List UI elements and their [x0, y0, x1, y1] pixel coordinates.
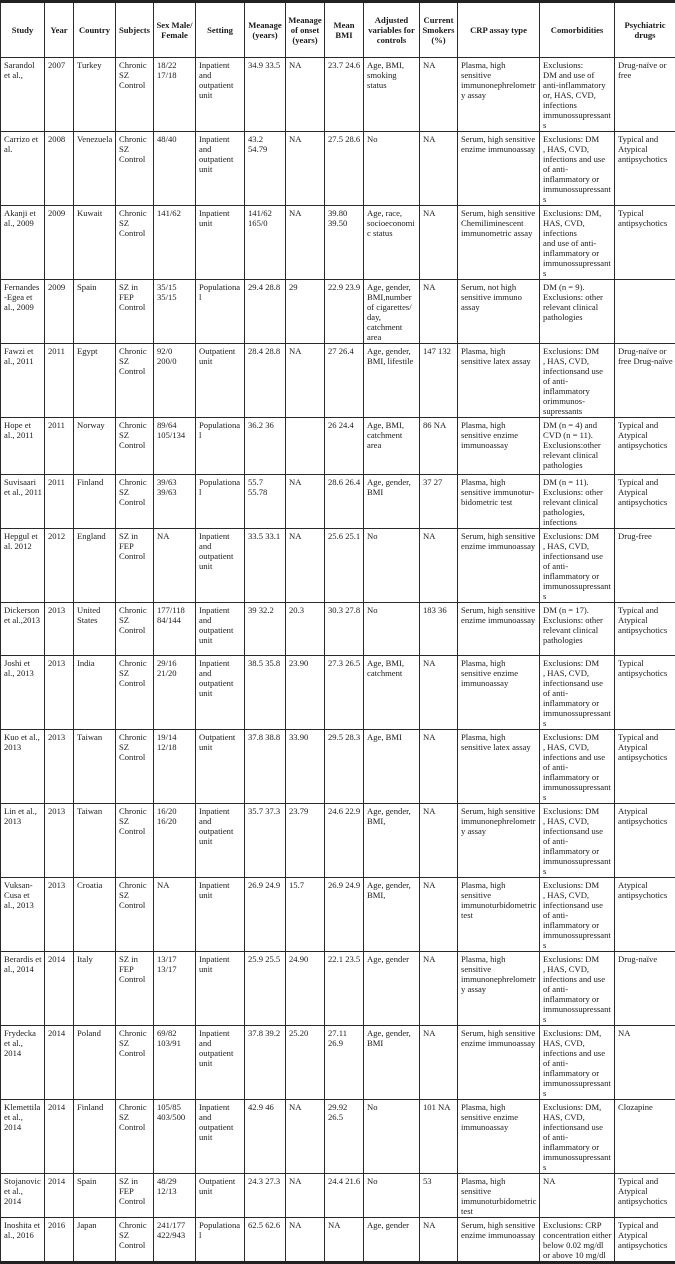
cell-mean-age-onset: 24.90 [286, 952, 325, 1026]
cell-study: Hope et al., 2011 [1, 418, 45, 475]
cell-setting: Populational [196, 475, 245, 529]
table-row [1, 804, 675, 878]
cell-crp-assay-type: Plasma, high sensitive enzime immunoassay [458, 656, 540, 730]
cell-subjects: Chronic SZ Control [116, 58, 154, 132]
cell-subjects: Chronic SZ Control [116, 418, 154, 475]
table-row [1, 58, 675, 132]
cell-crp-assay-type: Serum, high sensitive immunonephrelometry assay [458, 804, 540, 878]
cell-adjusted-variables: Age, gender, BMI, lifestile [364, 344, 420, 418]
cell-psychiatric-drugs: Typical and Atypical antipsychotics [615, 1218, 675, 1263]
cell-comorbidities: DM (n = 4) and CVD (n = 11). Exclusions:other relevant clinical pathologies [540, 418, 615, 475]
cell-comorbidities: Exclusions: DM , HAS, CVD, infectionsand use of anti-inflammatory or immunossupressants [540, 529, 615, 603]
table-row [1, 280, 675, 344]
cell-country: Spain [74, 1174, 116, 1218]
cell-comorbidities: Exclusions: DM , HAS, CVD, infectionsand use of anti-inflammatory or immunossupressants [540, 656, 615, 730]
table-row [1, 878, 675, 952]
cell-adjusted-variables: Age, gender, BMI, [364, 878, 420, 952]
cell-psychiatric-drugs: Drug-naïve or free Drug-naïve [615, 344, 675, 418]
header-row [1, 2, 675, 58]
cell-year: 2014 [45, 1174, 74, 1218]
cell-mean-age: 38.5 35.8 [245, 656, 286, 730]
cell-mean-age-onset: NA [286, 132, 325, 206]
cell-setting: Inpatient and outpatient unit [196, 603, 245, 656]
cell-mean-age: 39 32.2 [245, 603, 286, 656]
table-row [1, 418, 675, 475]
cell-adjusted-variables: No [364, 1100, 420, 1174]
cell-current-smokers: NA [420, 730, 458, 804]
cell-study: Dickerson et al.,2013 [1, 603, 45, 656]
cell-mean-age: 37.8 38.8 [245, 730, 286, 804]
cell-setting: Inpatient and outpatient unit [196, 656, 245, 730]
cell-study: Sarandol et al., [1, 58, 45, 132]
column-header-mean-age: Meanage (years) [245, 2, 286, 58]
cell-setting: Outpatient unit [196, 344, 245, 418]
cell-mean-bmi: 23.7 24.6 [325, 58, 364, 132]
column-header-subjects: Subjects [116, 2, 154, 58]
cell-mean-age: 28.4 28.8 [245, 344, 286, 418]
cell-comorbidities: DM (n = 17). Exclusions: other relevant clinical pathologies [540, 603, 615, 656]
cell-mean-age-onset [286, 418, 325, 475]
cell-setting: Inpatient unit [196, 878, 245, 952]
cell-country: Egypt [74, 344, 116, 418]
cell-crp-assay-type: Plasma, high sensitive immunoturbidometric test [458, 1174, 540, 1218]
cell-country: India [74, 656, 116, 730]
table-row [1, 529, 675, 603]
cell-psychiatric-drugs: Typical and Atypical antipsychotics [615, 418, 675, 475]
cell-sex: 92/0 200/0 [154, 344, 196, 418]
cell-psychiatric-drugs: Drug-naïve or free [615, 58, 675, 132]
table-row [1, 1218, 675, 1263]
cell-adjusted-variables: Age, BMI, catchment area [364, 418, 420, 475]
cell-mean-bmi: NA [325, 1218, 364, 1263]
cell-subjects: Chronic SZ Control [116, 206, 154, 280]
column-header-country: Country [74, 2, 116, 58]
cell-current-smokers: NA [420, 804, 458, 878]
cell-year: 2011 [45, 418, 74, 475]
cell-psychiatric-drugs: Typical and Atypical antipsychotics [615, 475, 675, 529]
cell-country: Venezuela [74, 132, 116, 206]
cell-current-smokers: NA [420, 529, 458, 603]
cell-study: Kuo et al., 2013 [1, 730, 45, 804]
cell-comorbidities: Exclusions: DM, HAS, CVD, infectionsand use of anti-inflammatory or immunossupressants [540, 1100, 615, 1174]
cell-year: 2016 [45, 1218, 74, 1263]
cell-psychiatric-drugs: Typical and Atypical antipsychotics [615, 603, 675, 656]
cell-comorbidities: NA [540, 1174, 615, 1218]
cell-mean-bmi: 29.92 26.5 [325, 1100, 364, 1174]
cell-crp-assay-type: Plasma, high sensitive latex assay [458, 730, 540, 804]
cell-country: Taiwan [74, 730, 116, 804]
column-header-mean-age-onset: Meanage of onset (years) [286, 2, 325, 58]
cell-adjusted-variables: No [364, 529, 420, 603]
cell-setting: Outpatient unit [196, 1174, 245, 1218]
cell-psychiatric-drugs: Typical and Atypical antipsychotics [615, 132, 675, 206]
cell-crp-assay-type: Plasma, high sensitive immunonephrelometry assay [458, 952, 540, 1026]
cell-mean-bmi: 27 26.4 [325, 344, 364, 418]
cell-country: Spain [74, 280, 116, 344]
cell-mean-age: 35.7 37.3 [245, 804, 286, 878]
column-header-year: Year [45, 2, 74, 58]
cell-mean-age-onset: 25.20 [286, 1026, 325, 1100]
cell-setting: Populational [196, 418, 245, 475]
cell-crp-assay-type: Serum, high sensitive enzime immunoassay [458, 529, 540, 603]
cell-setting: Inpatient and outpatient unit [196, 58, 245, 132]
cell-mean-age-onset: NA [286, 344, 325, 418]
cell-study: Akanji et al., 2009 [1, 206, 45, 280]
cell-sex: 48/40 [154, 132, 196, 206]
cell-study: Lin et al., 2013 [1, 804, 45, 878]
cell-subjects: SZ in FEP Control [116, 529, 154, 603]
cell-mean-bmi: 27.5 28.6 [325, 132, 364, 206]
cell-subjects: Chronic SZ Control [116, 1100, 154, 1174]
cell-current-smokers: NA [420, 132, 458, 206]
cell-psychiatric-drugs [615, 280, 675, 344]
cell-current-smokers: NA [420, 952, 458, 1026]
cell-study: Fawzi et al., 2011 [1, 344, 45, 418]
cell-adjusted-variables: Age, gender, BMI, [364, 804, 420, 878]
cell-crp-assay-type: Serum, high sensitive enzime immunoassay [458, 1218, 540, 1263]
cell-adjusted-variables: No [364, 603, 420, 656]
table-row [1, 1100, 675, 1174]
cell-year: 2014 [45, 1026, 74, 1100]
cell-psychiatric-drugs: Atypical antipsychotics [615, 804, 675, 878]
cell-comorbidities: Exclusions: DM and use of anti-inflammatory or, HAS, CVD, infections immunossupressants [540, 58, 615, 132]
cell-study: Suvisaari et al., 2011 [1, 475, 45, 529]
cell-mean-bmi: 24.4 21.6 [325, 1174, 364, 1218]
table-row [1, 475, 675, 529]
cell-year: 2013 [45, 603, 74, 656]
cell-current-smokers: 86 NA [420, 418, 458, 475]
cell-country: Norway [74, 418, 116, 475]
cell-adjusted-variables: Age, race, socioeconomic status [364, 206, 420, 280]
cell-mean-age: 26.9 24.9 [245, 878, 286, 952]
cell-country: Finland [74, 1100, 116, 1174]
cell-study: Fernandes-Egea et al., 2009 [1, 280, 45, 344]
cell-current-smokers: NA [420, 206, 458, 280]
cell-year: 2013 [45, 656, 74, 730]
cell-country: Poland [74, 1026, 116, 1100]
column-header-crp-assay-type: CRP assay type [458, 2, 540, 58]
cell-year: 2014 [45, 952, 74, 1026]
cell-mean-bmi: 29.5 28.3 [325, 730, 364, 804]
cell-year: 2009 [45, 280, 74, 344]
cell-crp-assay-type: Serum, high sensitive enzime immunoassay [458, 603, 540, 656]
cell-current-smokers: 183 36 [420, 603, 458, 656]
cell-mean-age: 55.7 55.78 [245, 475, 286, 529]
cell-comorbidities: Exclusions: DM , HAS, CVD, infectionsand use of anti-inflammatory orimmunos-supressants [540, 344, 615, 418]
column-header-adjusted-variables: Adjusted variables for controls [364, 2, 420, 58]
cell-psychiatric-drugs: Typical antipsychotics [615, 656, 675, 730]
cell-adjusted-variables: Age, BMI [364, 730, 420, 804]
cell-setting: Populational [196, 1218, 245, 1263]
cell-psychiatric-drugs: Drug-naïve [615, 952, 675, 1026]
cell-year: 2014 [45, 1100, 74, 1174]
cell-crp-assay-type: Plasma, high sensitive immunotur-bidometric test [458, 475, 540, 529]
cell-mean-age-onset: NA [286, 1100, 325, 1174]
cell-mean-bmi: 30.3 27.8 [325, 603, 364, 656]
cell-crp-assay-type: Plasma, high sensitive enzime immunoassay [458, 418, 540, 475]
cell-setting: Inpatient and outpatient unit [196, 529, 245, 603]
cell-subjects: Chronic SZ Control [116, 804, 154, 878]
column-header-study: Study [1, 2, 45, 58]
cell-mean-age-onset: NA [286, 206, 325, 280]
cell-mean-age: 34.9 33.5 [245, 58, 286, 132]
cell-adjusted-variables: Age, gender, BMI,number of cigarettes/ day, catchment area [364, 280, 420, 344]
cell-current-smokers: 53 [420, 1174, 458, 1218]
column-header-sex: Sex Male/ Female [154, 2, 196, 58]
cell-comorbidities: Exclusions: DM , HAS, CVD, infections and use of anti-inflammatory or immunossupressants [540, 952, 615, 1026]
cell-sex: 39/63 39/63 [154, 475, 196, 529]
cell-mean-bmi: 25.6 25.1 [325, 529, 364, 603]
cell-crp-assay-type: Serum, high sensitive enzime immunoassay [458, 1026, 540, 1100]
cell-subjects: Chronic SZ Control [116, 603, 154, 656]
cell-crp-assay-type: Plasma, high sensitive immunoturbidometric test [458, 878, 540, 952]
cell-current-smokers: NA [420, 656, 458, 730]
cell-comorbidities: DM (n = 11). Exclusions: other relevant clinical pathologies, infections [540, 475, 615, 529]
cell-psychiatric-drugs: Typical antipsychotics [615, 206, 675, 280]
cell-psychiatric-drugs: Typical and Atypical antipsychotics [615, 730, 675, 804]
cell-study: Klemettila et al., 2014 [1, 1100, 45, 1174]
table-row [1, 132, 675, 206]
cell-sex: 19/14 12/18 [154, 730, 196, 804]
cell-comorbidities: Exclusions: DM , HAS, CVD, infectionsand use of anti-inflammatory or immunossupressants [540, 804, 615, 878]
cell-mean-age-onset: NA [286, 1218, 325, 1263]
cell-comorbidities: Exclusions: DM, HAS, CVD, infections and use of anti-inflammatory or immunossupressants [540, 206, 615, 280]
cell-psychiatric-drugs: Typical and Atypical antipsychotics [615, 1174, 675, 1218]
cell-year: 2009 [45, 206, 74, 280]
cell-adjusted-variables: No [364, 132, 420, 206]
cell-sex: 89/64 105/134 [154, 418, 196, 475]
cell-country: Finland [74, 475, 116, 529]
cell-study: Inoshita et al., 2016 [1, 1218, 45, 1263]
cell-current-smokers: 147 132 [420, 344, 458, 418]
cell-sex: 141/62 [154, 206, 196, 280]
cell-current-smokers: NA [420, 878, 458, 952]
cell-sex: 16/20 16/20 [154, 804, 196, 878]
cell-crp-assay-type: Serum, not high sensitive immuno assay [458, 280, 540, 344]
table-row [1, 730, 675, 804]
cell-current-smokers: NA [420, 1026, 458, 1100]
cell-study: Vuksan-Cusa et al., 2013 [1, 878, 45, 952]
cell-country: United States [74, 603, 116, 656]
cell-sex: 18/22 17/18 [154, 58, 196, 132]
cell-psychiatric-drugs: Atypical antipsychotics [615, 878, 675, 952]
cell-subjects: SZ in FEP Control [116, 952, 154, 1026]
cell-current-smokers: 37 27 [420, 475, 458, 529]
column-header-current-smokers: Current Smokers (%) [420, 2, 458, 58]
cell-mean-age-onset: NA [286, 475, 325, 529]
cell-subjects: Chronic SZ Control [116, 475, 154, 529]
cell-adjusted-variables: Age, gender [364, 952, 420, 1026]
cell-sex: 13/17 13/17 [154, 952, 196, 1026]
cell-subjects: Chronic SZ Control [116, 344, 154, 418]
cell-mean-age-onset: 29 [286, 280, 325, 344]
cell-sex: 241/177 422/943 [154, 1218, 196, 1263]
table-row [1, 344, 675, 418]
cell-current-smokers: 101 NA [420, 1100, 458, 1174]
cell-mean-age: 43.2 54.79 [245, 132, 286, 206]
cell-study: Stojanovic et al., 2014 [1, 1174, 45, 1218]
cell-year: 2011 [45, 475, 74, 529]
cell-sex: 48/29 12/13 [154, 1174, 196, 1218]
cell-sex: 105/85 403/500 [154, 1100, 196, 1174]
cell-subjects: Chronic SZ Control [116, 132, 154, 206]
table-row [1, 603, 675, 656]
cell-mean-age-onset: NA [286, 58, 325, 132]
cell-study: Joshi et al., 2013 [1, 656, 45, 730]
cell-comorbidities: Exclusions: DM, HAS, CVD, infections and use of anti-inflammatory or immunossupressants [540, 1026, 615, 1100]
cell-study: Frydecka et al., 2014 [1, 1026, 45, 1100]
cell-study: Berardis et al., 2014 [1, 952, 45, 1026]
cell-sex: 29/16 21/20 [154, 656, 196, 730]
cell-mean-bmi: 24.6 22.9 [325, 804, 364, 878]
cell-sex: 69/82 103/91 [154, 1026, 196, 1100]
cell-crp-assay-type: Serum, high sensitive enzime immunoassay [458, 132, 540, 206]
cell-mean-age: 33.5 33.1 [245, 529, 286, 603]
cell-comorbidities: Exclusions: DM , HAS, CVD, infections and use of anti-inflammatory or immunossupressants [540, 730, 615, 804]
cell-mean-age-onset: 15.7 [286, 878, 325, 952]
cell-adjusted-variables: Age, BMI, smoking status [364, 58, 420, 132]
cell-sex: 35/15 35/15 [154, 280, 196, 344]
cell-comorbidities: Exclusions: CRP concentration either below 0.02 mg/dl or above 10 mg/dl [540, 1218, 615, 1263]
cell-subjects: Chronic SZ Control [116, 656, 154, 730]
cell-psychiatric-drugs: Clozapine [615, 1100, 675, 1174]
cell-adjusted-variables: Age, gender, BMI [364, 1026, 420, 1100]
cell-mean-bmi: 28.6 26.4 [325, 475, 364, 529]
cell-mean-age: 42.9 46 [245, 1100, 286, 1174]
cell-mean-age-onset: 23.79 [286, 804, 325, 878]
cell-subjects: Chronic SZ Control [116, 730, 154, 804]
table-row [1, 1026, 675, 1100]
cell-subjects: SZ in FEP Control [116, 1174, 154, 1218]
cell-mean-age-onset: NA [286, 1174, 325, 1218]
cell-sex: NA [154, 878, 196, 952]
cell-subjects: Chronic SZ Control [116, 878, 154, 952]
cell-adjusted-variables: Age, gender, BMI [364, 475, 420, 529]
cell-mean-age: 62.5 62.6 [245, 1218, 286, 1263]
cell-setting: Outpatient unit [196, 730, 245, 804]
cell-subjects: Chronic SZ Control [116, 1218, 154, 1263]
cell-comorbidities: Exclusions: DM , HAS, CVD, infections and use of anti-inflammatory or immunossupressants [540, 132, 615, 206]
cell-setting: Inpatient and outpatient unit [196, 132, 245, 206]
cell-country: Italy [74, 952, 116, 1026]
cell-crp-assay-type: Plasma, high sensitive enzime immunoassay [458, 1100, 540, 1174]
cell-sex: NA [154, 529, 196, 603]
cell-mean-bmi: 22.1 23.5 [325, 952, 364, 1026]
cell-country: Croatia [74, 878, 116, 952]
cell-mean-bmi: 27.3 26.5 [325, 656, 364, 730]
cell-crp-assay-type: Plasma, high sensitive immunonephrelometry assay [458, 58, 540, 132]
cell-subjects: Chronic SZ Control [116, 1026, 154, 1100]
cell-setting: Inpatient and outpatient unit [196, 1026, 245, 1100]
cell-mean-bmi: 27.11 26.9 [325, 1026, 364, 1100]
column-header-mean-bmi: Mean BMI [325, 2, 364, 58]
cell-country: Kuwait [74, 206, 116, 280]
cell-sex: 177/118 84/144 [154, 603, 196, 656]
cell-year: 2011 [45, 344, 74, 418]
cell-mean-age: 37.8 39.2 [245, 1026, 286, 1100]
cell-mean-bmi: 26 24.4 [325, 418, 364, 475]
cell-study: Hepgul et al. 2012 [1, 529, 45, 603]
cell-mean-age: 25.9 25.5 [245, 952, 286, 1026]
cell-crp-assay-type: Plasma, high sensitive latex assay [458, 344, 540, 418]
cell-psychiatric-drugs: Drug-free [615, 529, 675, 603]
cell-setting: Inpatient and outpatient unit [196, 1100, 245, 1174]
cell-setting: Inpatient and outpatient unit [196, 804, 245, 878]
cell-adjusted-variables: Age, BMI, catchment [364, 656, 420, 730]
cell-current-smokers: NA [420, 1218, 458, 1263]
cell-year: 2008 [45, 132, 74, 206]
cell-mean-bmi: 39.80 39.50 [325, 206, 364, 280]
cell-current-smokers: NA [420, 58, 458, 132]
cell-comorbidities: Exclusions: DM , HAS, CVD, infectionsand use of anti-inflammatory or immunossupressants [540, 878, 615, 952]
cell-setting: Inpatient unit [196, 952, 245, 1026]
cell-setting: Inpatient unit [196, 206, 245, 280]
cell-adjusted-variables: No [364, 1174, 420, 1218]
cell-mean-age: 24.3 27.3 [245, 1174, 286, 1218]
cell-year: 2013 [45, 878, 74, 952]
cell-mean-age: 36.2 36 [245, 418, 286, 475]
cell-current-smokers: NA [420, 280, 458, 344]
cell-year: 2013 [45, 804, 74, 878]
cell-mean-age: 29.4 28.8 [245, 280, 286, 344]
cell-mean-age: 141/62 165/0 [245, 206, 286, 280]
cell-country: Turkey [74, 58, 116, 132]
table-row [1, 206, 675, 280]
cell-subjects: SZ in FEP Control [116, 280, 154, 344]
cell-mean-bmi: 22.9 23.9 [325, 280, 364, 344]
cell-psychiatric-drugs: NA [615, 1026, 675, 1100]
cell-year: 2007 [45, 58, 74, 132]
column-header-setting: Setting [196, 2, 245, 58]
cell-setting: Populational [196, 280, 245, 344]
cell-year: 2012 [45, 529, 74, 603]
cell-crp-assay-type: Serum, high sensitive Chemiliminescent immunometric assay [458, 206, 540, 280]
cell-country: Taiwan [74, 804, 116, 878]
cell-mean-age-onset: 33.90 [286, 730, 325, 804]
cell-country: England [74, 529, 116, 603]
cell-adjusted-variables: Age, gender [364, 1218, 420, 1263]
cell-mean-bmi: 26.9 24.9 [325, 878, 364, 952]
table-row [1, 952, 675, 1026]
column-header-psychiatric-drugs: Psychiatric drugs [615, 2, 675, 58]
cell-mean-age-onset: 23.90 [286, 656, 325, 730]
cell-country: Japan [74, 1218, 116, 1263]
column-header-comorbidities: Comorbidities [540, 2, 615, 58]
table-row [1, 656, 675, 730]
cell-study: Carrizo et al. [1, 132, 45, 206]
cell-mean-age-onset: 20.3 [286, 603, 325, 656]
cell-mean-age-onset: NA [286, 529, 325, 603]
table-row [1, 1174, 675, 1218]
cell-year: 2013 [45, 730, 74, 804]
cell-comorbidities: DM (n = 9). Exclusions: other relevant clinical pathologies [540, 280, 615, 344]
